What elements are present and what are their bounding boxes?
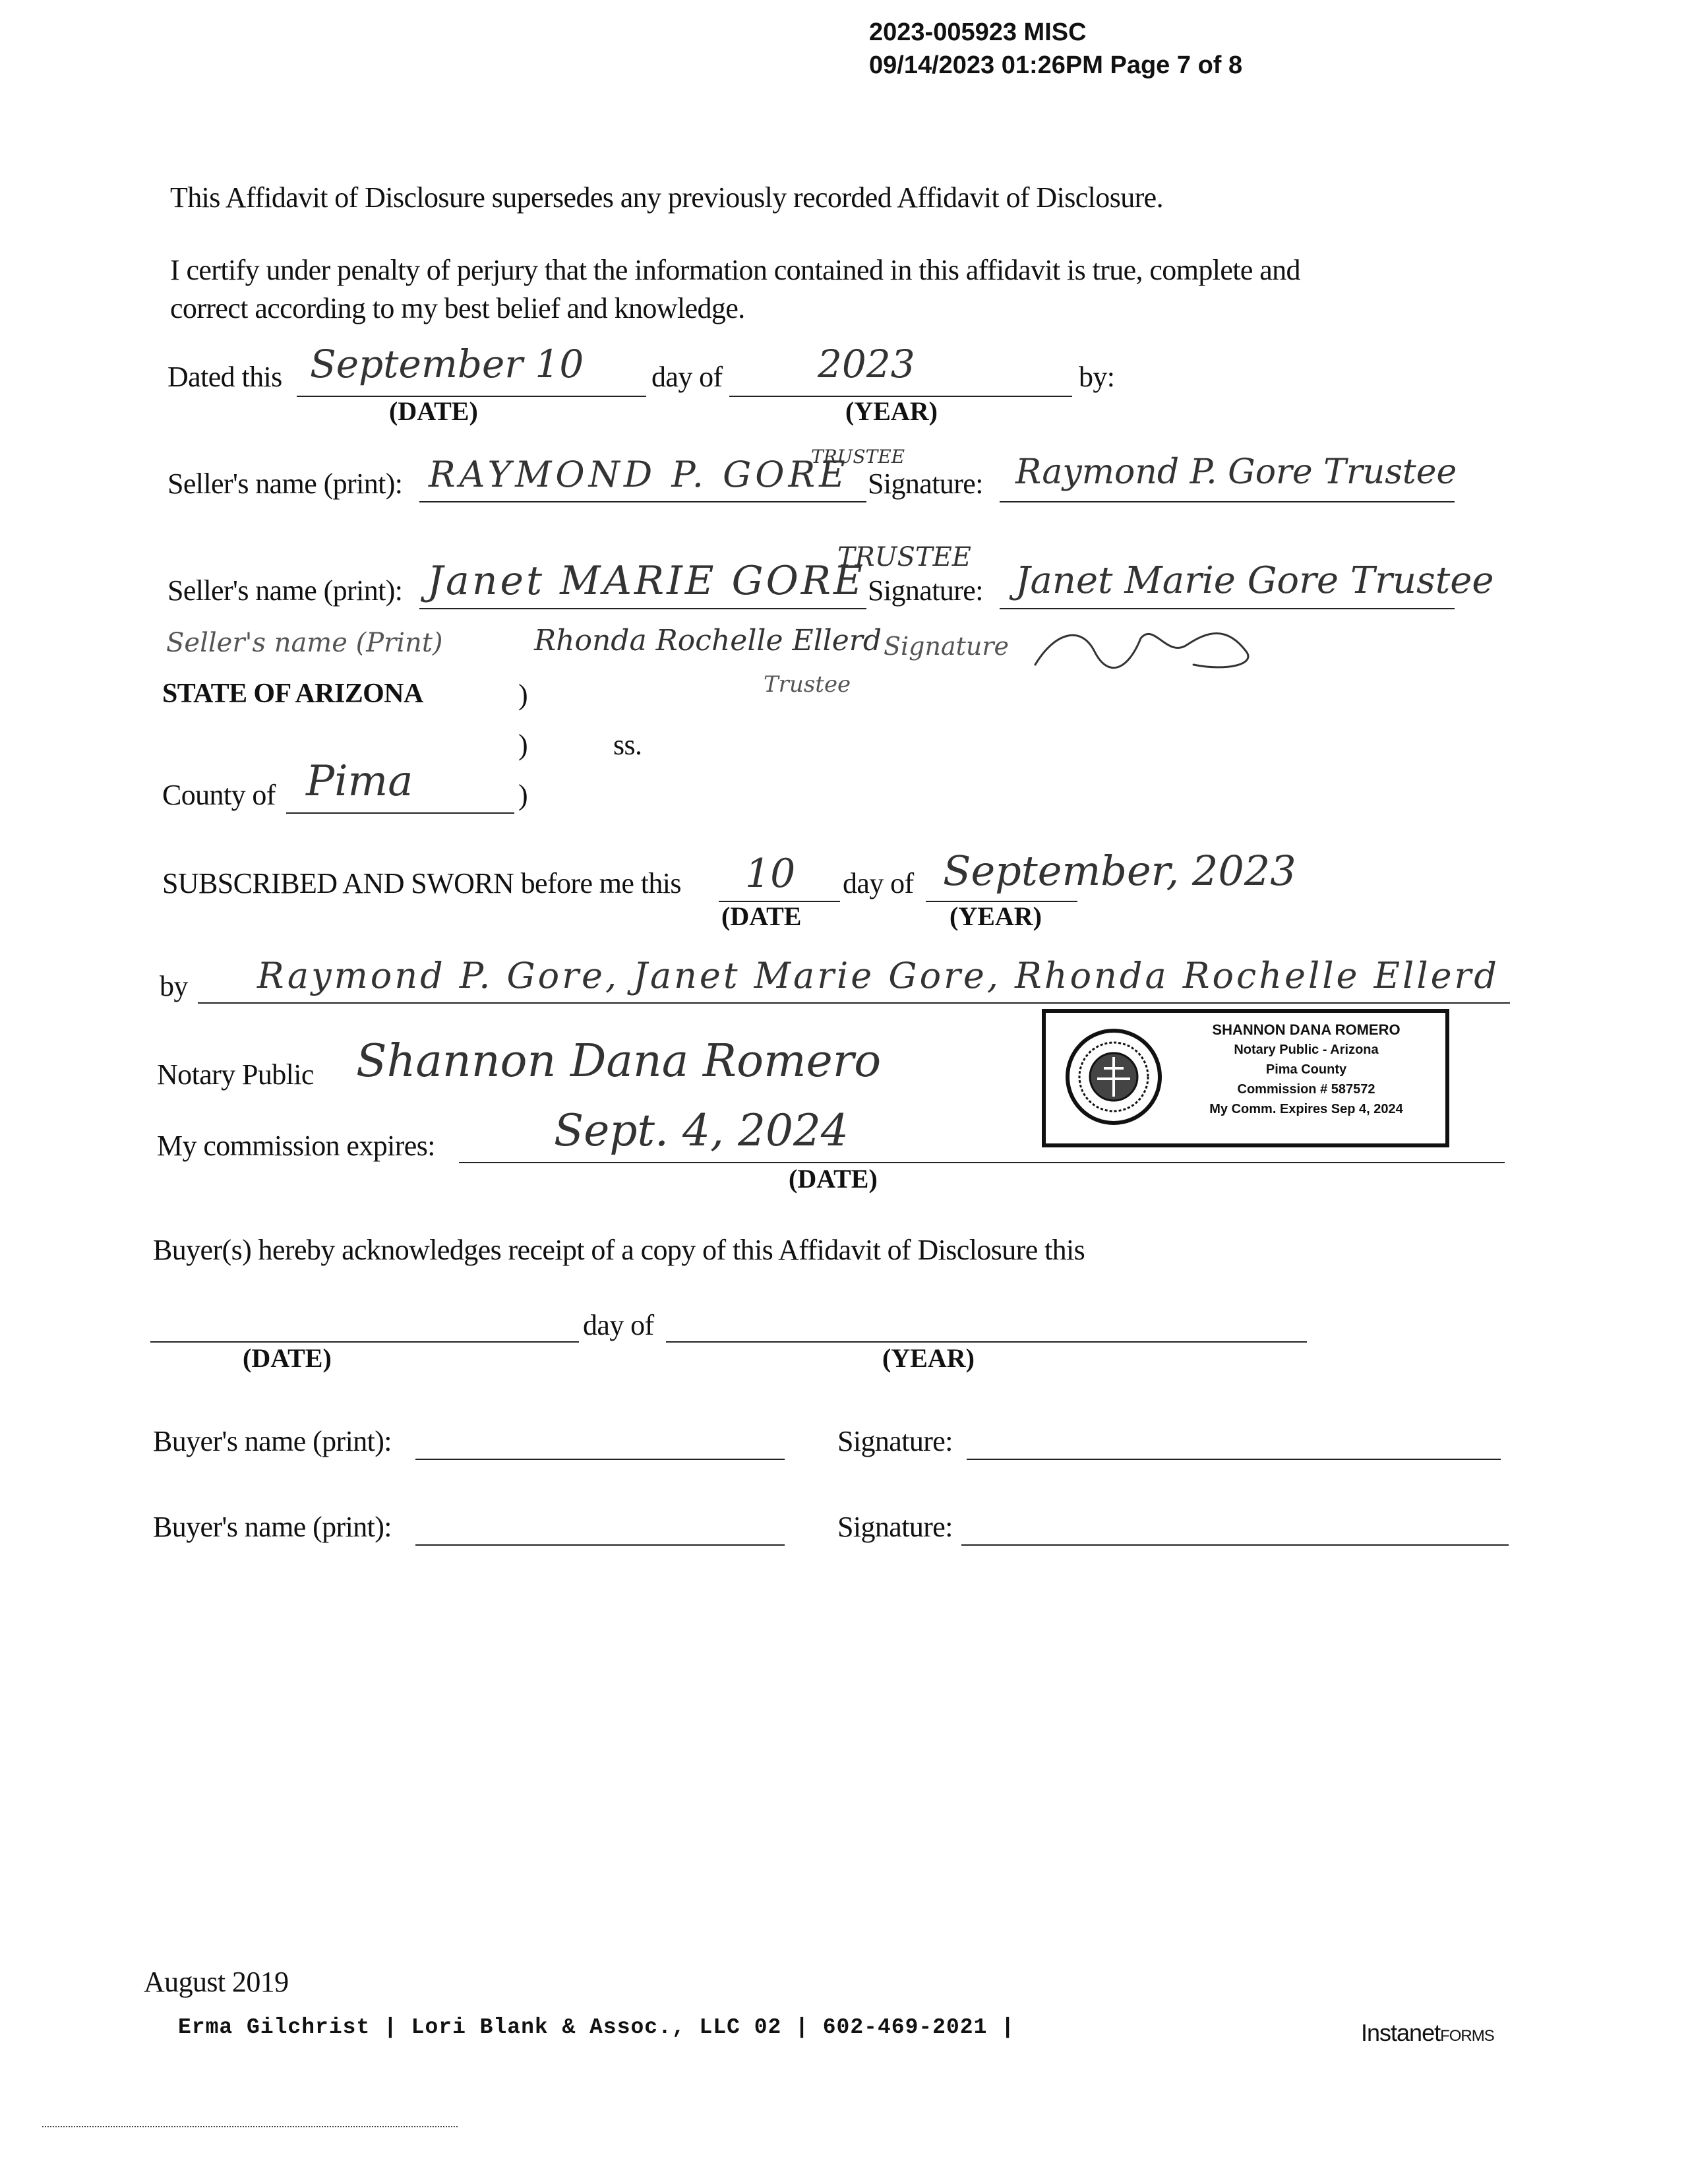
seller2-signature-line	[1000, 608, 1455, 609]
dated-mid: day of	[651, 361, 723, 393]
certify-line-2: correct according to my best belief and knowledge.	[170, 292, 745, 324]
footer-rule	[42, 2126, 458, 2127]
notary-seal-emblem	[1064, 1027, 1163, 1126]
sworn-day-value: 10	[745, 851, 796, 897]
buyer-year-line[interactable]	[666, 1341, 1307, 1343]
seller1-name-value: RAYMOND P. GORE	[429, 454, 849, 495]
instanet-brand	[1361, 2019, 1494, 2047]
seal-commission: Commission # 587572	[1237, 1082, 1375, 1097]
buyer2-name-label: Buyer's name (print):	[153, 1511, 392, 1543]
seller3-name-label: Seller's name (Print)	[166, 628, 443, 658]
seller1-signature-line	[1000, 501, 1455, 502]
commission-date-caption: (DATE)	[789, 1164, 878, 1194]
county-label: County of	[162, 779, 276, 811]
seller2-name-label: Seller's name (print):	[167, 574, 403, 607]
agent-line: Erma Gilchrist | Lori Blank & Assoc., LLC 02 | 602-469-2021 |	[178, 2015, 1015, 2040]
ss-label: ss.	[613, 729, 642, 761]
buyer2-signature-line[interactable]	[961, 1544, 1509, 1546]
buyer2-signature-label: Signature:	[837, 1511, 953, 1543]
sworn-by-label: by	[160, 970, 188, 1002]
dated-date-caption: (DATE)	[389, 396, 478, 426]
seal-title: Notary Public - Arizona	[1234, 1043, 1379, 1057]
recording-timestamp: 09/14/2023 01:26PM Page 7 of 8	[869, 51, 1243, 79]
notary-seal-stamp	[1042, 1009, 1449, 1147]
seller3-signature-label: Signature	[884, 632, 1010, 661]
seal-county: Pima County	[1265, 1062, 1347, 1077]
ss-paren: )	[518, 729, 528, 761]
buyer1-signature-label: Signature:	[837, 1425, 953, 1457]
sworn-mid: day of	[843, 867, 914, 899]
buyer1-name-line[interactable]	[415, 1459, 785, 1460]
brand-suffix: FORMS	[1440, 2027, 1494, 2045]
seller1-signature-label: Signature:	[868, 468, 983, 500]
sworn-by-line	[198, 1002, 1510, 1004]
seller2-signature: Janet Marie Gore Trustee	[1015, 559, 1494, 602]
seller1-title: TRUSTEE	[811, 446, 905, 468]
sworn-year-caption: (YEAR)	[950, 901, 1042, 931]
dated-date-value: September 10	[310, 342, 584, 386]
brand-word: Instanet	[1361, 2019, 1441, 2046]
buyer1-name-label: Buyer's name (print):	[153, 1425, 392, 1457]
seller1-name-line	[419, 501, 866, 502]
commission-expires-value: Sept. 4, 2024	[554, 1105, 849, 1156]
seller3-name-value: Rhonda Rochelle Ellerd	[534, 624, 882, 657]
county-paren: )	[518, 779, 528, 811]
seller1-name-label: Seller's name (print):	[167, 468, 403, 500]
notary-signature: Shannon Dana Romero	[356, 1035, 882, 1087]
seal-name: SHANNON DANA ROMERO	[1212, 1021, 1401, 1038]
buyer-year-caption: (YEAR)	[882, 1343, 975, 1373]
notary-label: Notary Public	[157, 1058, 314, 1091]
seal-expires: My Comm. Expires Sep 4, 2024	[1209, 1102, 1403, 1116]
county-line	[286, 812, 514, 814]
dated-year-value: 2023	[818, 342, 915, 386]
dated-suffix: by:	[1079, 361, 1115, 393]
commission-expires-label: My commission expires:	[157, 1130, 435, 1162]
supersedes-statement: This Affidavit of Disclosure supersedes any previously recorded Affidavit of Disclosure.	[170, 181, 1163, 214]
buyer1-signature-line[interactable]	[967, 1459, 1501, 1460]
seller2-name-line	[419, 608, 866, 609]
state-paren: )	[518, 679, 528, 711]
seller2-title: TRUSTEE	[837, 542, 971, 572]
form-revision: August 2019	[144, 1966, 289, 1998]
sworn-date-caption: (DATE	[721, 901, 802, 931]
buyer2-name-line[interactable]	[415, 1544, 785, 1546]
dated-year-caption: (YEAR)	[845, 396, 938, 426]
buyer-acknowledge: Buyer(s) hereby acknowledges receipt of a copy of this Affidavit of Disclosure this	[153, 1234, 1085, 1266]
recording-number: 2023-005923 MISC	[869, 18, 1087, 46]
seller3-signature-scribble	[1029, 619, 1273, 678]
seller2-name-value: Janet MARIE GORE	[427, 558, 865, 604]
seller2-signature-label: Signature:	[868, 574, 983, 607]
certify-line-1: I certify under penalty of perjury that the information contained in this affidavit is true, complete and	[170, 254, 1300, 286]
sworn-prefix: SUBSCRIBED AND SWORN before me this	[162, 867, 681, 899]
sworn-by-value: Raymond P. Gore, Janet Marie Gore, Rhonda Rochelle Ellerd	[257, 955, 1499, 996]
buyer-mid: day of	[583, 1309, 654, 1341]
seller1-signature: Raymond P. Gore Trustee	[1015, 452, 1457, 492]
sworn-month-year-value: September, 2023	[943, 847, 1296, 895]
dated-prefix: Dated this	[167, 361, 282, 393]
buyer-date-caption: (DATE)	[243, 1343, 332, 1373]
seller3-title: Trustee	[764, 671, 851, 698]
buyer-date-line[interactable]	[150, 1341, 579, 1343]
county-value: Pima	[306, 757, 413, 806]
commission-expires-line	[459, 1162, 1505, 1163]
state-label: STATE OF ARIZONA	[162, 679, 423, 709]
